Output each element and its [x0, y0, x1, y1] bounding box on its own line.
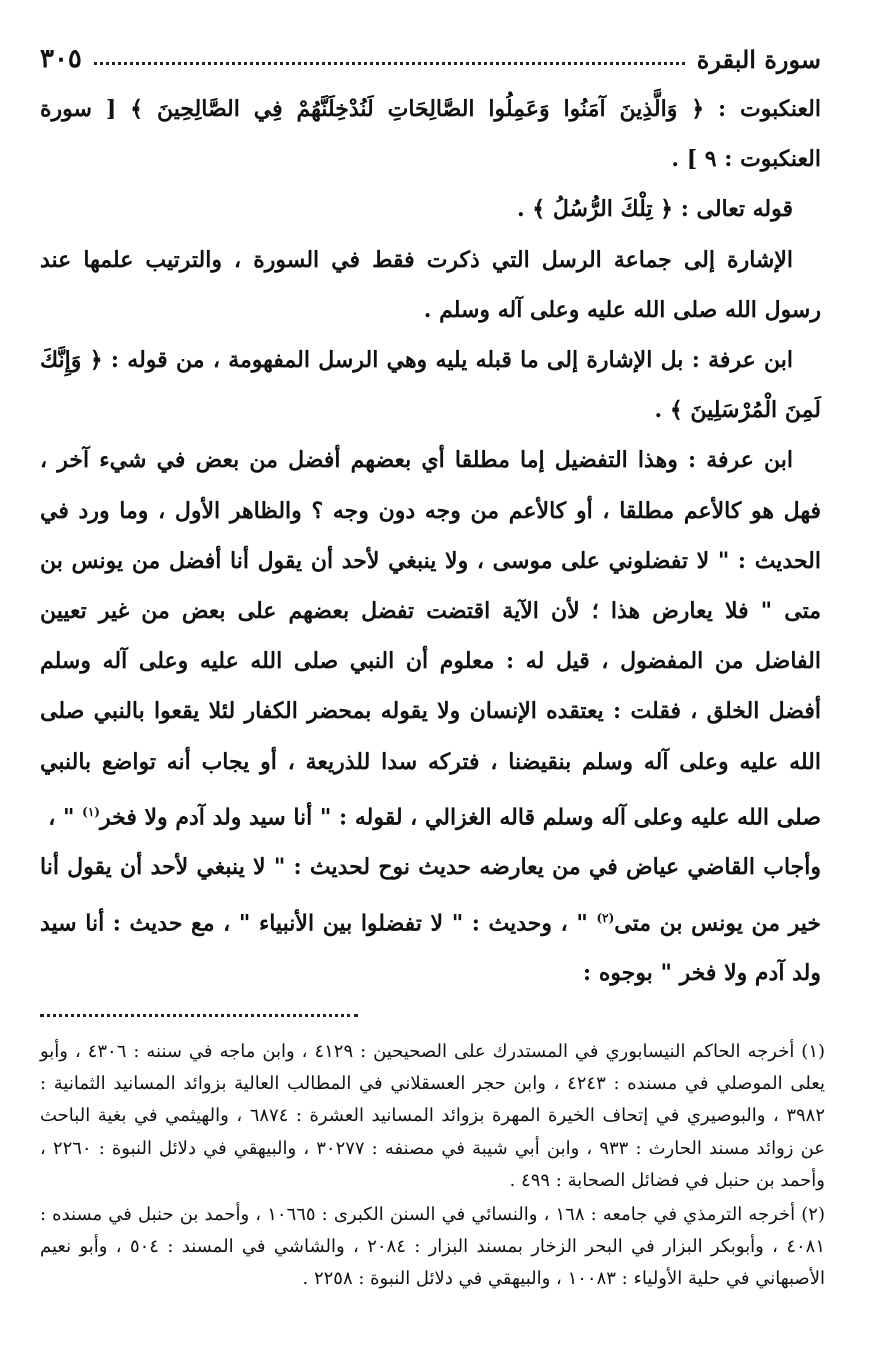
- main-text: [40, 84, 821, 998]
- paragraph-ankabut-verse: العنكبوت : ﴿ وَالَّذِينَ آمَنُوا وَعَمِلُوا الصَّالِحَاتِ لَنُدْخِلَنَّهُمْ فِي الصَّالِحِينَ ﴾ [ سورة العنكبوت : ٩ ] .: [40, 96, 821, 173]
- running-header: [40, 38, 821, 80]
- paragraph-ibn-arafa-2-end: " ،: [48, 804, 75, 831]
- footnote-2: (٢) أخرجه الترمذي في جامعه : ١٦٨ ، والنسائي في السنن الكبرى : ١٠٦٦٥ ، وأحمد بن حنبل في مسنده : ٤٠٨١ ، وأبوبكر البزار في البحر الزخار بمسند البزار : ٢٠٨٤ ، والشاشي في المسند : ٥٠٤ ، وأبو نعيم الأصبهاني في حلية الأولياء : ١٠٠٨٣ ، والبيهقي في دلائل النبوة : ٢٢٥٨ .: [40, 1204, 825, 1290]
- footnotes: [40, 1036, 825, 1296]
- paragraph-qadi-iyad: [40, 842, 821, 998]
- footnote-separator: [40, 1014, 358, 1017]
- surah-title: سورة البقرة: [696, 44, 821, 74]
- paragraph-tilka-rusul: قوله تعالى : ﴿ تِلْكَ الرُّسُلُ ﴾ .: [516, 196, 793, 223]
- footnote-ref-1: (١): [82, 804, 100, 819]
- footnote-1: (١) أخرجه الحاكم النيسابوري في المستدرك على الصحيحين : ٤١٢٩ ، وابن ماجه في سننه : ٤٣٠٦ ، وأبو يعلى الموصلي في مسنده : ٤٢٤٣ ، وابن حجر العسقلاني في المطالب العالية بزوائد المسانيد الثمانية : ٣٩٨٢ ، والبوصيري في إتحاف الخيرة المهرة بزوائد المسانيد العشرة : ٦٨٧٤ ، والهيثمي في بغية الباحث عن زوائد مسند الحارث : ٩٣٣ ، وابن أبي شيبة في مصنفه : ٣٠٢٧٧ ، والبيهقي في دلائل النبوة : ٢٢٦٠ ، وأحمد بن حنبل في فضائل الصحابة : ٤٩٩ .: [40, 1041, 826, 1191]
- paragraph-qadi-iyad-end: " ، وحديث : " لا تفضلوا بين الأنبياء " ، مع حديث : أنا سيد ولد آدم ولا فخر " بوجوه :: [40, 909, 821, 987]
- paragraph-ishara: الإشارة إلى جماعة الرسل التي ذكرت فقط في السورة ، والترتيب علمها عند رسول الله صلى الله عليه وعلى آله وسلم .: [40, 246, 821, 323]
- paragraph-ibn-arafa-2-text: ابن عرفة : وهذا التفضيل إما مطلقا أي بعضهم أفضل من بعض في شيء آخر ، فهل هو كالأعم مطلقا ، أو كالأعم من وجه دون وجه ؟ والظاهر الأول ، وما ورد في الحديث : " لا تفضلوني على موسى ، ولا ينبغي لأحد أن يقول أنا أفضل من يونس بن متى " فلا يعارض هذا ؛ لأن الآية اقتضت تفضل بعضهم على بعض من غير تعيين الفاضل من المفضول ، قيل له : معلوم أن النبي صلى الله عليه وعلى آله وسلم أفضل الخلق ، فقلت : يعتقده الإنسان ولا يقوله بمحضر الكفار لئلا يقعوا بالنبي صلى الله عليه وعلى آله وسلم بنقيضنا ، فتركه سدا للذريعة ، أو يجاب أنه تواضع بالنبي صلى الله عليه وعلى آله وسلم قاله الغزالي ، لقوله : " أنا سيد ولد آدم ولا فخر: [40, 447, 821, 831]
- footnote-ref-2: (٢): [596, 910, 615, 925]
- header-dotted-rule: [94, 62, 685, 65]
- paragraph-ibn-arafa-2: [40, 435, 821, 842]
- paragraph-ibn-arafa-1: ابن عرفة : بل الإشارة إلى ما قبله يليه وهي الرسل المفهومة ، من قوله : ﴿ وَإِنَّكَ لَمِنَ الْمُرْسَلِينَ ﴾ .: [40, 347, 821, 424]
- paragraph-qadi-iyad-text: وأجاب القاضي عياض في من يعارضه حديث نوح لحديث : " لا ينبغي لأحد أن يقول أنا خير من يونس بن متى: [40, 854, 821, 936]
- page-number: ٣٠٥: [40, 44, 82, 74]
